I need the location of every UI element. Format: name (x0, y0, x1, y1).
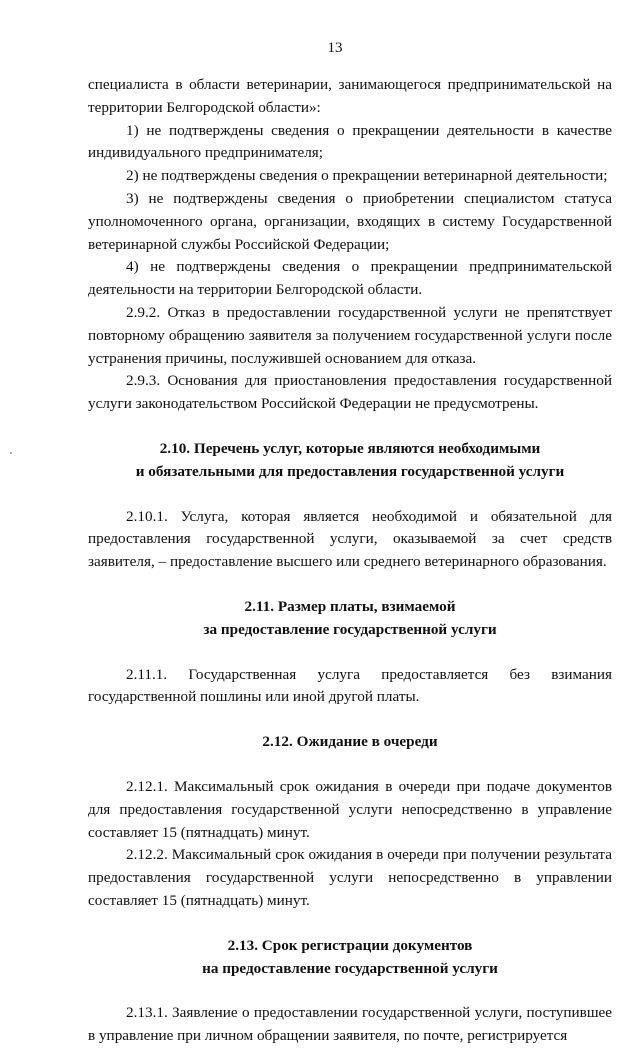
list-item-2: 2) не подтверждены сведения о прекращении ветеринарной деятельности; (126, 167, 608, 185)
list-item-4: 4) не подтверждены сведения о прекращении предпринимательской деятельности на территории Белгородской области. (88, 258, 612, 299)
paragraph-2-9-2: 2.9.2. Отказ в предоставлении государственной услуги не препятствует повторному обращению заявителя за получением государственной услуги после устранения причины, послужившей основанием для отказа. (88, 303, 612, 367)
paragraph-2-13-1: 2.13.1. Заявление о предоставлении государственной услуги, поступившее в управление при личном обращении заявителя, по почте, регистрируется (88, 1004, 612, 1045)
section-heading-2-10-line1: 2.10. Перечень услуг, которые являются необходимыми (159, 439, 541, 457)
section-heading-2-13-line2: на предоставление государственной услуги (202, 959, 498, 977)
section-heading-2-12: 2.12. Ожидание в очереди (262, 733, 438, 751)
paragraph-2-12-1: 2.12.1. Максимальный срок ожидания в очереди при подаче документов для предоставления государственной услуги непосредственно в управление составляет 15 (пятнадцать) минут. (88, 777, 612, 841)
paragraph-2-10-1: 2.10.1. Услуга, которая является необходимой и обязательной для предоставления государственной услуги, оказываемой за счет средств заявителя, – предоставление высшего или среднего ветеринарного образования. (88, 507, 612, 571)
list-item-1: 1) не подтверждены сведения о прекращении деятельности в качестве индивидуального предпринимателя; (88, 121, 612, 162)
paragraph-2-11-1: 2.11.1. Государственная услуга предоставляется без взимания государственной пошлины или иной другой платы. (88, 665, 612, 706)
section-heading-2-13-line1: 2.13. Срок регистрации документов (227, 936, 473, 954)
section-heading-2-11-line2: за предоставление государственной услуги (203, 620, 497, 638)
list-item-3: 3) не подтверждены сведения о приобретении специалистом статуса уполномоченного органа, организации, входящих в систему Государственной ветеринарной службы Российской Федерации; (88, 189, 612, 253)
section-heading-2-11-line1: 2.11. Размер платы, взимаемой (244, 597, 456, 615)
margin-mark (10, 452, 12, 454)
paragraph-continuation: специалиста в области ветеринарии, занимающегося предпринимательской на территории Белгородской области»: (88, 76, 612, 116)
paragraph-2-9-3: 2.9.3. Основания для приостановления предоставления государственной услуги законодательством Российской Федерации не предусмотрены. (88, 372, 612, 413)
page-number: 13 (327, 40, 343, 56)
section-heading-2-10-line2: и обязательными для предоставления государственной услуги (135, 462, 565, 480)
paragraph-2-12-2: 2.12.2. Максимальный срок ожидания в очереди при получении результата предоставления государственной услуги непосредственно в управлении составляет 15 (пятнадцать) минут. (88, 846, 612, 909)
